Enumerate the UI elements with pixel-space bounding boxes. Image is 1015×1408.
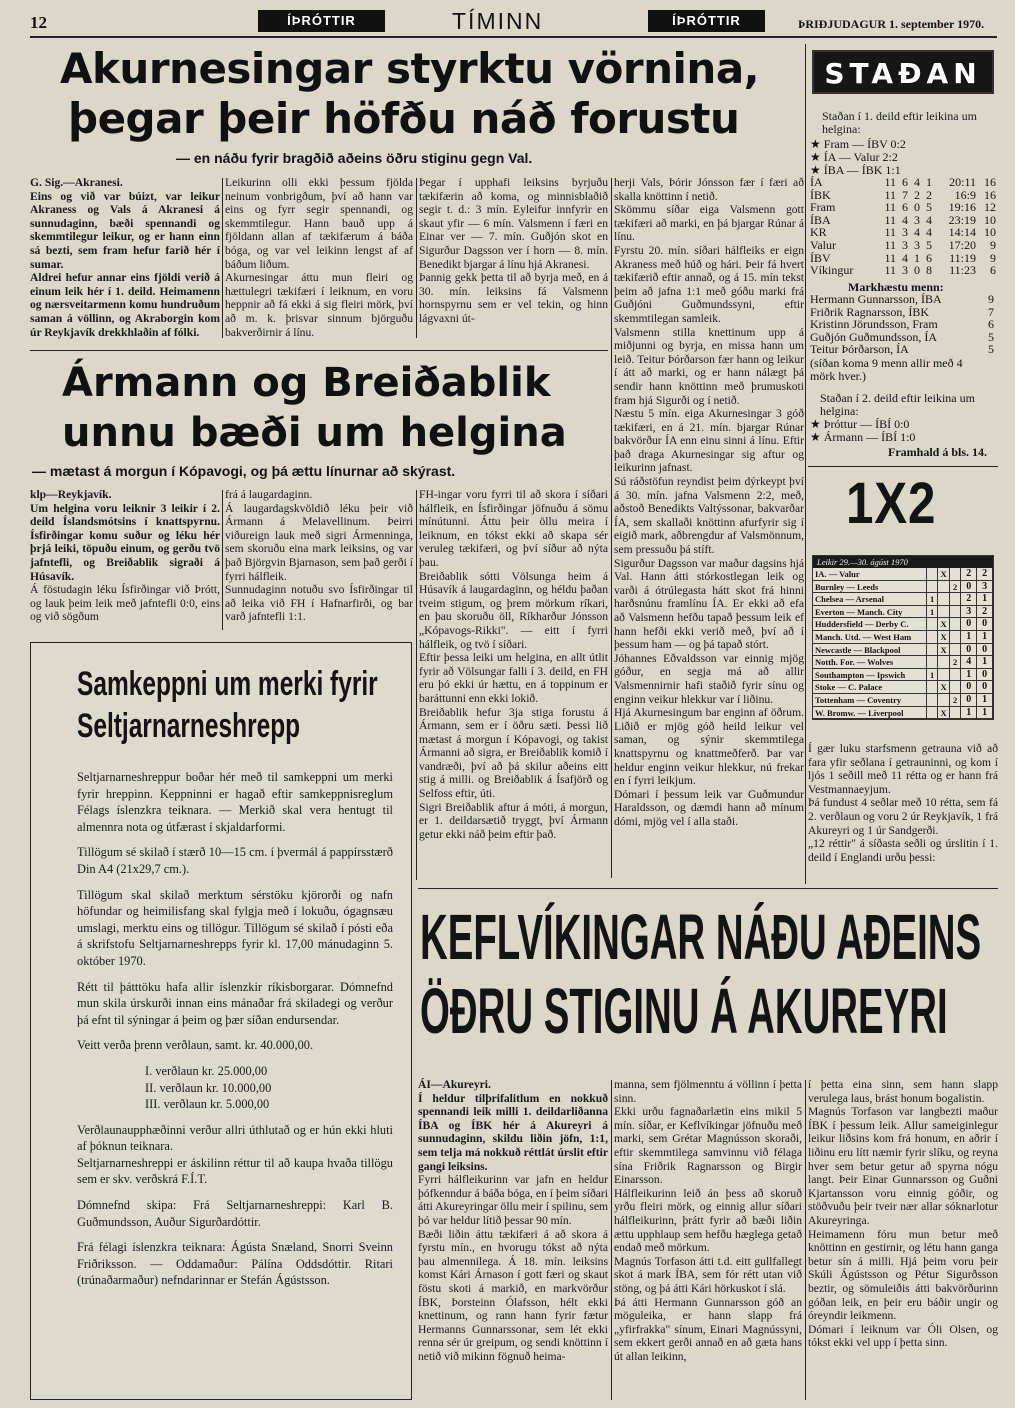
result-row: ★ Fram — ÍBV 0:2: [810, 137, 906, 151]
scorer-row: [810, 293, 996, 306]
pool-goals-home: 0: [961, 644, 977, 656]
pool-pick-1: [927, 656, 938, 668]
article2-top-rule: [30, 350, 608, 351]
paper-name: TÍMINN: [452, 8, 544, 34]
table-cell: 6: [902, 200, 908, 215]
column-rule: [416, 178, 417, 338]
pool-goals-away: 1: [977, 707, 993, 719]
article2-col1: klp—Reykjavík. Um helgina voru leiknir 3 leikir í 2. deild Íslandsmótsins í knattspyrnu. Ísfirðingar komu suður og léku hér þrjá leiki, töpuðu einum, og gerðu tvö jafntefli, og Breiðablik sigraði á Húsavík. Á föstudagin léku Ísfirðingar við Þrótt, og lauk þeim leik með jafntefli 0:0, eins og við sögðum: [30, 488, 220, 624]
table-cell: 23:19: [948, 212, 976, 227]
pool-goals-home: 4: [961, 656, 977, 668]
byline: G. Sig.—Akranesi.: [30, 176, 123, 189]
pool-goals-away: 0: [977, 644, 993, 656]
article3-col1: ÁI—Akureyri. Í heldur tilþrifalitlum en nokkuð spennandi leik milli 1. deildarliðanna ÍBA og ÍBK hér á Akureyri á sunnudaginn, skildu liðin jöfn, 1:1, sem telja má nokkuð réttlát úrslit eftir gangi leiksins. Fyrri hálfleikurinn var jafn en heldur þófkenndur á báða bóga, en í þeim síðari átti Akureyringar öllu meir í spilinu, sem þó var heldur lítið þessar 90 mín. Bæði liðin áttu tækifæri á að skora á fyrstu mín., en hvorugu tókst að nýta þau almennilega. Á 18. mín. leiksins komst Kári Árnason í gott færi og skaut föstu skoti á markið, en markvörður ÍBK, Þorsteinn Ólafsson, hélt ekki knettinum, og rann hann fyrir fætur Hermanns Gunnarssonar, sem lét ekki renna sér úr greipum, og sendi knöttinn í netið við mikinn fögnuð heima-: [418, 1078, 608, 1363]
pool-pick-x: [938, 606, 949, 618]
team-name: ÍBA: [810, 212, 831, 227]
team-name: ÍBK: [810, 187, 831, 202]
scorer-goals: 6: [988, 317, 994, 332]
table-cell: 11: [884, 237, 896, 252]
pool-row: [813, 631, 993, 644]
page-header: [0, 0, 1015, 40]
league-table-row: [810, 176, 996, 189]
scorer-row: [810, 318, 996, 331]
table-cell: 0: [914, 263, 920, 278]
pool-pick-2: 2: [950, 581, 961, 593]
pool-goals-away: 0: [977, 681, 993, 693]
table-cell: 5: [926, 200, 932, 215]
table-cell: 6: [926, 250, 932, 265]
table-cell: 11: [884, 250, 896, 265]
table-cell: 11:19: [949, 250, 976, 265]
article3-col3: í þetta eina sinn, sem hann slapp verulega laus, brást honum bogalistin. Magnús Torfason var langbezti maður ÍBK í þessum leik. Allur sameiginlegur leikur liðsins kom frá honum, en aðrir í liðinu eru lítt næmir fyrir slíku, og reyna hver sem betur getur að spyrna nógu langt. Þeir Einar Gunnarsson og Guðni Kjartansson voru einnig góðir, og stöðvuðu þeir tveir nær allar sóknarlotur Akureyringa. Heimamenn fóru mun betur með knöttinn en gestirnir, og létu hann ganga betur sín á milli. Hjá þeim voru þeir Skúli Ágústsson og Pétur Sigurðsson beztir, og sömuleiðis átti bakvörðurinn góðan leik, en þeir eru báðir ungir og óreyndir leikmenn. Dómari í leiknum var Óli Olsen, og tókst ekki vel upp í þetta sinn.: [808, 1078, 998, 1350]
table-cell: 5: [926, 237, 932, 252]
table-cell: 4: [902, 212, 908, 227]
result-row: ★ Þróttur — ÍBÍ 0:0: [810, 417, 910, 431]
section-tab-right: ÍÞRÓTTIR: [648, 10, 765, 32]
table-cell: 16:9: [954, 187, 976, 202]
column-rule: [611, 178, 612, 878]
table-cell: 4: [902, 250, 908, 265]
pool-pick-x: X: [938, 707, 949, 719]
article1-headline-line1: Akurnesingar styrktu vörnina,: [60, 44, 760, 93]
pool-pick-2: [950, 644, 961, 656]
team-name: Fram: [810, 200, 836, 215]
scorer-name: Kristinn Jörundsson, Fram: [810, 317, 938, 332]
page-number: 12: [30, 13, 47, 32]
scorer-goals: 5: [988, 329, 994, 344]
scorer-goals: 9: [988, 292, 994, 306]
table-cell: 3: [914, 237, 920, 252]
pool-pick-x: X: [938, 631, 949, 643]
league-table: [810, 176, 996, 277]
table-cell: 9: [990, 250, 996, 265]
pool-match: Notth. For. — Wolves: [813, 656, 927, 668]
pool-goals-away: 3: [977, 581, 993, 593]
pool-goals-away: 0: [977, 669, 993, 681]
standings-results-2: [810, 418, 996, 443]
pool-goals-home: 3: [961, 606, 977, 618]
table-cell: 16: [984, 187, 996, 202]
team-name: Valur: [810, 237, 836, 252]
table-cell: 4: [926, 225, 932, 240]
scorer-name: Hermann Gunnarsson, ÍBA: [810, 292, 942, 306]
pool-goals-home: 0: [961, 681, 977, 693]
table-cell: 14:14: [948, 225, 976, 240]
pool-pick-x: [938, 593, 949, 605]
header-rule: [30, 36, 997, 38]
article2-headline-line2: unnu bæði um helgina: [62, 410, 567, 456]
pool-goals-home: 0: [961, 694, 977, 706]
pool-table: [812, 555, 994, 720]
article3-top-rule: [418, 888, 998, 889]
table-cell: 1: [926, 175, 932, 189]
ad-body: Seltjarnarneshreppur boðar hér með til samkeppni um merki fyrir hreppinn. Keppninni er hagað eftir samkeppnisreglum Félags íslenzkra teiknara. — Merkið skal vera hentugt til almennra nota og útfærast í skjaldarformi. Tillögum sé skilað í stærð 10—15 cm. í þvermál á pappírsstærð Din A4 (21x29,7 cm.). Tillögum skal skilað merktum sérstöku kjörorði og nafn höfundar og heimilisfang skal fylgja með í lokuðu, ógagnsæu umslagi, merktu eins og tillögur. Tillögum sé skilað í pósti eða á skrifstofu Seltjarnarneshrepps fyrir kl. 17,00 mánudaginn 5. október 1970. Rétt til þátttöku hafa allir íslenzkir ríkisborgarar. Dómnefnd mun skila úrskurði innan eins mánaðar frá skiladegi og verður þá efnt til sýningar á þeim og þær síðan endursendar. Veitt verða þrenn verðlaun, samt. kr. 40.000,00. I. verðlaun kr. 25.000,00 II. verðlaun kr. 10.000,00 III. verðlaun kr. 5.000,00 Verðlaunaupphæðinni verður allri úthlutað og er hún ekki hluti af þóknun teiknara. Seltjarnarneshreppi er áskilinn réttur til að kaupa hvaða tillögu sem er skv. verðskrá F.Í.T. Dómnefnd skipa: Frá Seltjarnarneshreppi: Karl B. Guðmundsson, Auður Sigurðardóttir. Frá félagi íslenzkra teiknara: Ágústa Snæland, Snorri Sveinn Friðriksson. — Oddamaður: Pálína Oddsdóttir. Ritari (trúnaðarmaður) nefndarinnar er Stefán Ágústsson.: [77, 770, 393, 1288]
standings-box: [808, 44, 998, 464]
article1-col2: Leikurinn olli ekki þessum fjölda neinum vonbrigðum, því að hann var eins og fyrr segir spennandi, og skemmtilegur. Hann bauð upp á fjöldann allan af tækifærum á báða bóga, og var vel leikinn lengst af af báðum liðum. Akurnesingar áttu mun fleiri og hættulegri tækifæri í leiknum, en voru heppnir að fá ekki á sig fleiri mörk, því að m. k. þrisvar sinnum björguðu bakverðirnir á línu.: [225, 176, 413, 339]
ad-title-line2: Seltjarnarneshrepp: [77, 707, 301, 745]
table-cell: 11: [884, 187, 896, 202]
continued-note: Framhald á bls. 14.: [888, 445, 988, 459]
column-rule: [222, 490, 223, 630]
pool-goals-home: 1: [961, 669, 977, 681]
article3-col2: manna, sem fjölmenntu á völlinn í þetta sinn. Ekki urðu fagnaðarlætin eins mikil 5 mín. síðar, er Keflvíkingar jöfnuðu með marki, sem Grétar Magnússon skoraði, eftir skemmtilega samvinnu við félaga sína Friðrik Ragnarsson og Birgir Einarsson. Hálfleikurinn leið án þess að skoruð yrðu fleiri mörk, og einnig allur síðari hálfleikurinn, þrátt fyrir að bæði liðin ættu upphlaup sem hefðu hæglega getað endað með mörkum. Magnús Torfason átti t.d. eitt gullfallegt skot á mark ÍBA, sem fór rétt utan við stöng, og þá átti Kári hörkuskot í slá. Þá átti Hermann Gunnarsson góð an möguleika, er hann slapp frá „yfirfrakka" sínum, Einari Magnússyni, sem ekkert gerði annað en að gæta hans út allan leikinn,: [614, 1078, 802, 1363]
table-cell: 6: [902, 175, 908, 189]
table-cell: 4: [914, 225, 920, 240]
standings-results: [810, 138, 996, 176]
pool-pick-x: [938, 581, 949, 593]
pool-pick-1: [927, 694, 938, 706]
table-cell: 11: [884, 263, 896, 278]
pool-pick-1: [927, 644, 938, 656]
pool-match: Stoke — C. Palace: [813, 681, 927, 693]
pool-pick-2: 2: [950, 694, 961, 706]
pool-pick-2: [950, 681, 961, 693]
prize-row: I. verðlaun kr. 25.000,00: [145, 1063, 268, 1078]
pool-table-header: Leikir 29.—30. ágúst 1970: [813, 556, 993, 568]
table-cell: 7: [902, 187, 908, 202]
table-cell: 6: [990, 263, 996, 278]
article1-subhead: — en náðu fyrir bragðið aðeins öðru stiginu gegn Val.: [176, 150, 533, 166]
pool-pick-2: [950, 707, 961, 719]
league-table-row: [810, 239, 996, 252]
scorer-row: [810, 343, 996, 356]
pool-pick-1: 1: [927, 606, 938, 618]
sidebar-rule: [808, 466, 998, 467]
pool-pick-x: X: [938, 644, 949, 656]
article2-headline-line1: Ármann og Breiðablik: [62, 360, 551, 406]
pool-pick-1: 1: [927, 593, 938, 605]
pool-row: [813, 707, 993, 720]
pool-match: Huddersfield — Derby C.: [813, 618, 927, 630]
team-name: ÍA: [810, 175, 823, 189]
pool-rows: [813, 568, 993, 719]
table-cell: 3: [902, 237, 908, 252]
prize-row: II. verðlaun kr. 10.000,00: [145, 1080, 272, 1095]
article1-col4: herji Vals, Þórir Jónsson fær í færi að skalla knöttinn í netið. Skömmu síðar eiga Valsmenn gott tækifæri að marki, en þá bjargar Rúnar á línu. Fyrstu 20. mín. síðari hálfleiks er eign Akraness með húð og hári. Þeir fá hvert tækifærið eftir annað, og á 15. mín tekst þeim að jafna 1:1 með góðu marki frá Guðjóni Guðmundssyni, eftir skemmtilegan samleik. Valsmenn stilla knettinum upp á miðjunni og byrja, en missa hann um leið. Teitur Þórðarson fær hann og leikur í átt að marki, og er hann nálægt þá sendir hann knöttinn með þrumuskoti fram hjá Sigurði og í netið. Næstu 5 mín. eiga Akurnesingar 3 góð tækifæri, en á 21. mín. bjargar Rúnar bakvörður ÍA enn einu sinni á línu. Eftir það draga Akurnesingar sig aftur og leikurinn jafnast. Sú ráðstöfun reyndist þeim dýrkeypt því á 30. mín. jafna Valsmenn 2:2, með, aðstoð Benedikts Valtýssonar, bakvarðar ÍA, sem skallaði knöttinn afurfyrir sig í eigið mark, aðbrengdur af Valsmönnum, sem pressuðu þá stíft. Sigurður Dagsson var maður dagsins hjá Val. Hann átti stórkostlegan leik og varði á ótrúlegasta hátt skot frá hinni harðsnúnu framlínu ÍA. Er ekki að efa að Valsmenn hefðu tapað þessum leik ef hann hefði ekki verið með, því að í þessum ham — og þá tapað stórt. Jóhannes Eðvaldsson var einnig mjög góður, en segja má að allir Valsmennirnir hafi staðið fyrir sínu og enginn veikur hlekkur var í liðinu. Hjá Akurnesingum bar enginn af öðrum. Liðið er mjög góð heild leikur vel saman, og sýnir skemmtilega knattspyrnu og knattmeðferð. Þar var heldur enginn veikur hlekkur, nú frekar en í fyrri leikjum. Dómari í þessum leik var Guðmundur Haraldsson, og dæmdi hann að mínum dómi, mjög vel í alla staði.: [614, 176, 804, 828]
pool-pick-1: [927, 618, 938, 630]
pool-goals-away: 2: [977, 606, 993, 618]
standings-title: STAÐAN: [812, 50, 994, 94]
pool-goals-away: 1: [977, 593, 993, 605]
league-table-row: [810, 201, 996, 214]
scorer-name: Friðrik Ragnarsson, ÍBK: [810, 304, 929, 319]
table-cell: 11: [884, 225, 896, 240]
pool-row: [813, 568, 993, 581]
table-cell: 10: [984, 225, 996, 240]
table-cell: 0: [914, 200, 920, 215]
table-cell: 17:20: [948, 237, 976, 252]
pool-goals-home: 2: [961, 593, 977, 605]
column-rule: [805, 44, 806, 884]
pool-row: [813, 618, 993, 631]
pool-pick-1: [927, 568, 938, 580]
pool-match: Southampton — Ipswich: [813, 669, 927, 681]
pool-pick-1: 1: [927, 669, 938, 681]
table-cell: 20:11: [949, 175, 976, 189]
standings-intro: Staðan í 1. deild eftir leikina um helgina:: [822, 110, 977, 136]
pool-goals-home: 2: [961, 568, 977, 580]
table-cell: 2: [914, 187, 920, 202]
scorers-note: (síðan koma 9 menn allir með 4 mörk hver.): [810, 356, 963, 383]
pool-row: [813, 694, 993, 707]
table-cell: 11: [884, 212, 896, 227]
pool-row: [813, 606, 993, 619]
byline: ÁI—Akureyri.: [418, 1078, 491, 1091]
pool-pick-2: [950, 606, 961, 618]
pool-pick-2: 2: [950, 656, 961, 668]
competition-ad: [30, 642, 412, 1400]
article2-subhead: — mætast á morgun í Kópavogi, og þá ættu línurnar að skýrast.: [32, 463, 456, 479]
table-cell: 3: [914, 212, 920, 227]
pool-match: Newcastle — Blackpool: [813, 644, 927, 656]
pool-pick-1: [927, 707, 938, 719]
scorer-name: Guðjón Guðmundsson, ÍA: [810, 329, 938, 344]
column-rule: [416, 490, 417, 880]
pool-row: [813, 669, 993, 682]
pool-text: Í gær luku starfsmenn getrauna við að fara yfir seðlana í getrauninni, og kom í ljós 1 seðill með 11 rétta og er hann frá Vestmannaeyjum. Þá fundust 4 seðlar með 10 rétta, sem fá 2. verðlaun og voru 2 úr Reykjavík, 1 frá Akureyri og 1 úr Sandgerði. „12 réttir" á síðasta seðli og úrslitin í 1. deild í Englandi urðu þessi:: [808, 742, 998, 864]
prize-list: [77, 1063, 393, 1113]
pool-pick-x: [938, 656, 949, 668]
table-cell: 19:16: [948, 200, 976, 215]
pool-pick-1: [927, 681, 938, 693]
result-row: ★ ÍA — Valur 2:2: [810, 149, 898, 164]
scorer-name: Teitur Þórðarson, ÍA: [810, 342, 909, 357]
pool-match: W. Bromw. — Liverpool: [813, 707, 927, 719]
table-cell: 11:23: [949, 263, 976, 278]
scorers-title: Markhæstu menn:: [848, 280, 944, 294]
pool-pick-2: [950, 669, 961, 681]
pool-pick-x: X: [938, 618, 949, 630]
table-cell: 12: [984, 200, 996, 215]
pool-pick-x: X: [938, 568, 949, 580]
pool-title: 1X2: [846, 471, 937, 536]
article1-col1: G. Sig.—Akranesi. Eins og við var búizt, var leikur Akraness og Vals á Akranesi á sunnudaginn, bæði spennandi og skemmtilegur leikur, og er hann einn sá bezti, sem fram hefur farið hér í sumar. Aldrei hefur annar eins fjöldi verið á einum leik hér í 1. deild. Heimamenn og nærsveitarmenn komu hundruðum saman á völlinn, og Akraborgin kom úr Reykjavík drekkhlaðin af fólki.: [30, 176, 220, 339]
column-rule: [222, 178, 223, 338]
pool-pick-2: [950, 593, 961, 605]
article2-col2: frá á laugardaginn. Á laugardagskvöldið léku þeir við Ármann á Melavellinum. Þeirri viðureign lauk með sigri Ármenninga, sem skoruðu eina mark leiksins, og var það Björgvin Bjarnason, sem það gerði í fyrri hálfleik. Sunnudaginn notuðu svo Ísfirðingar til að leika við FH í Hafnarfirði, og bar varð jafntefli 1:1.: [225, 488, 413, 624]
pool-pick-x: [938, 669, 949, 681]
article1-headline-line2: þegar þeir höfðu náð forustu: [68, 94, 740, 143]
pool-row: [813, 681, 993, 694]
ad-title-line1: Samkeppni um merki fyrir: [77, 665, 378, 703]
table-cell: 4: [926, 212, 932, 227]
column-rule: [805, 1080, 806, 1400]
pool-goals-home: 0: [961, 618, 977, 630]
table-cell: 4: [914, 175, 920, 189]
pool-row: [813, 581, 993, 594]
section-tab-left: ÍÞRÓTTIR: [258, 10, 385, 32]
table-cell: 1: [914, 250, 920, 265]
pool-pick-1: [927, 581, 938, 593]
scorer-goals: 7: [988, 304, 994, 319]
pool-match: Tottenham — Coventry: [813, 694, 927, 706]
result-row: ★ Ármann — ÍBÍ 1:0: [810, 429, 916, 444]
article3-headline-line2: ÖÐRU STIGINU Á AKUREYRI: [420, 975, 948, 1047]
pool-match: Manch. Utd. — West Ham: [813, 631, 927, 643]
table-cell: 11: [884, 200, 896, 215]
pool-goals-home: 1: [961, 631, 977, 643]
table-cell: 2: [926, 187, 932, 202]
column-rule: [611, 1080, 612, 1400]
standings-intro-2: Staðan í 2. deild eftir leikina um helgina:: [820, 391, 975, 418]
pool-match: Burnley — Leeds: [813, 581, 927, 593]
team-name: KR: [810, 225, 827, 240]
issue-date: ÞRIÐJUDAGUR 1. september 1970.: [798, 17, 985, 31]
team-name: ÍBV: [810, 250, 831, 265]
table-cell: 3: [902, 263, 908, 278]
league-table-row: [810, 264, 996, 277]
article3-headline-line1: KEFLVÍKINGAR NÁÐU AÐEINS: [420, 901, 982, 973]
article1-col3: Þegar í upphafi leiksins byrjuðu tækifærin að koma, og minnisblaðið segir t. d.: 3 mín. Eyleifur innfyrir en skaut yfir — 6 mín. Valsmenn í færi en Einar ver — 7. mín. Guðjón skot en Sigurður Dagsson ver í horn — 8. mín. Benedikt bjargar á línu hjá Akranesi. Þannig gekk þetta til að byrja með, en á 30. mín. leiksins fá Valsmenn hornspyrnu sem er vel tekin, og hinn lágvaxni út-: [419, 176, 608, 325]
pool-goals-away: 1: [977, 656, 993, 668]
pool-row: [813, 644, 993, 657]
pool-goals-away: 0: [977, 618, 993, 630]
table-cell: 8: [926, 263, 932, 278]
table-cell: 11: [884, 175, 896, 189]
byline: klp—Reykjavík.: [30, 488, 112, 501]
pool-goals-home: 1: [961, 707, 977, 719]
pool-pick-2: [950, 631, 961, 643]
team-name: Víkingur: [810, 263, 854, 278]
pool-goals-away: 2: [977, 568, 993, 580]
pool-goals-away: 1: [977, 631, 993, 643]
table-cell: 3: [902, 225, 908, 240]
pool-pick-x: X: [938, 681, 949, 693]
table-cell: 9: [990, 237, 996, 252]
pool-pick-2: [950, 618, 961, 630]
pool-pick-2: [950, 568, 961, 580]
scorers-list: [810, 293, 996, 356]
pool-pick-x: [938, 694, 949, 706]
pool-row: [813, 656, 993, 669]
pool-goals-away: 1: [977, 694, 993, 706]
prize-row: III. verðlaun kr. 5.000,00: [145, 1097, 270, 1112]
article2-col3: FH-ingar voru fyrri til að skora í síðari hálfleik, en Ísfirðingar jöfnuðu á sömu mínútunni. Áttu þeir öllu meira í leiknum, en tókst ekki að skapa sér veruleg tækifæri, og því síður að nýta þau. Breiðablik sótti Völsunga heim á Húsavík á laugardaginn, og héldu þaðan tveim stigum, og þrem mörkum ríkari, en þau skoruðu öll, Ríkharður Jónsson „Kópavogs-Rikki". — eitt í fyrri hálfleik, og tvö í síðari. Eftir þessa leiki um helgina, en allt útlit fyrir að Völsungar falli í 3. deild, en FH eru þó ekki úr hættu, en á toppinum er baráttunni enn ekki lokið. Breiðablik hefur 3ja stiga forustu á Ármann, sem er í öðru sæti. Þessi lið mætast á morgun í Kópavogi, og takist Ármanni að sigra, er Breiðablik komið í vandræði, því að þá skilur aðeins eitt stig á milli. og Breiðablik á Ísafjörð og Selfoss eftir, úti. Sigri Breiðablik aftur á móti, á morgun, er 1. deildarsætið tryggt, því Ármann getur ekki náð þeim eftir það.: [419, 488, 608, 841]
pool-match: Everton — Manch. City: [813, 606, 927, 618]
pool-row: [813, 593, 993, 606]
table-cell: 16: [984, 175, 996, 189]
table-cell: 10: [984, 212, 996, 227]
pool-match: Chelsea — Arsenal: [813, 593, 927, 605]
scorer-goals: 5: [988, 342, 994, 357]
pool-goals-home: 0: [961, 581, 977, 593]
pool-match: IA. — Valur: [813, 568, 927, 580]
result-row: ★ ÍBA — ÍBK 1:1: [810, 162, 901, 177]
pool-pick-1: [927, 631, 938, 643]
